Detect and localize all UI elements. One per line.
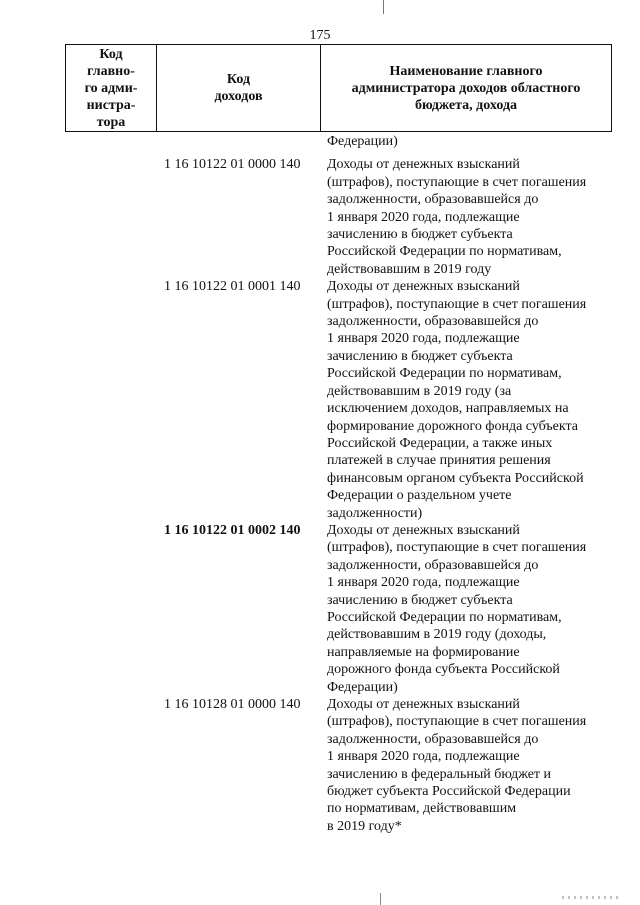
table-row-continuation — [0, 133, 640, 150]
row-description — [327, 522, 617, 696]
header-admin-code-line: Код — [99, 46, 123, 62]
row-income-code: 1 16 10122 01 0000 140 — [164, 157, 301, 173]
header-admin-code — [66, 45, 157, 132]
header-income-code — [157, 45, 321, 132]
description-line: исключением доходов, направляемых на — [327, 401, 569, 417]
description-line: зачислению в федеральный бюджет и — [327, 766, 552, 782]
description-line: 1 января 2020 года, подлежащие — [327, 749, 520, 765]
description-line: 1 января 2020 года, подлежащие — [327, 331, 520, 347]
description-line: Доходы от денежных взысканий — [327, 522, 520, 538]
description-line: Доходы от денежных взысканий — [327, 697, 520, 712]
description-line: направляемые на формирование — [327, 644, 520, 660]
table-row — [0, 278, 640, 522]
header-income-code-line: доходов — [214, 89, 263, 104]
description-line: зачислению в бюджет субъекта — [327, 227, 513, 243]
description-line: действовавшим в 2019 году (доходы, — [327, 627, 547, 643]
description-line: Федерации) — [327, 134, 398, 149]
row-income-code: 1 16 10122 01 0001 140 — [164, 279, 301, 295]
table-row — [0, 156, 640, 278]
description-line: Доходы от денежных взысканий — [327, 157, 520, 173]
header-admin-code-line: главно- — [87, 63, 135, 79]
description-line: Российской Федерации по нормативам, — [327, 366, 562, 382]
description-line: зачислению в бюджет субъекта — [327, 592, 513, 608]
scan-smudge — [562, 896, 622, 899]
description-line: дорожного фонда субъекта Российской — [327, 662, 560, 678]
description-line: зачислению в бюджет субъекта — [327, 348, 513, 364]
description-line: задолженности, образовавшейся до — [327, 731, 539, 747]
header-name-line: бюджета, дохода — [414, 97, 518, 113]
description-line: Федерации) — [327, 679, 398, 695]
page-number: 175 — [309, 28, 331, 43]
description-line: действовавшим в 2019 году (за — [327, 383, 512, 399]
description-line: Российской Федерации по нормативам, — [327, 609, 562, 625]
row-description — [327, 133, 617, 150]
scan-mark-bottom — [380, 893, 381, 905]
scan-mark-top — [383, 0, 384, 14]
description-line: формирование дорожного фонда субъекта — [327, 418, 578, 434]
description-line: (штрафов), поступающие в счет погашения — [327, 296, 587, 312]
description-line: задолженности, образовавшейся до — [327, 557, 539, 573]
description-line: Российской Федерации, а также иных — [327, 435, 553, 451]
row-description — [327, 156, 617, 278]
description-line: платежей в случае принятия решения — [327, 453, 551, 469]
header-name-line: администратора доходов областного — [351, 80, 581, 96]
description-line: задолженности, образовавшейся до — [327, 192, 539, 208]
header-admin-code-line: нистра- — [86, 97, 136, 113]
description-line: Доходы от денежных взысканий — [327, 279, 520, 295]
description-line: 1 января 2020 года, подлежащие — [327, 209, 520, 225]
description-line: задолженности) — [327, 505, 423, 521]
table-header — [65, 44, 612, 132]
table-body — [0, 133, 640, 835]
table-row — [0, 522, 640, 696]
description-line: Российской Федерации по нормативам, — [327, 244, 562, 260]
description-line: в 2019 году* — [327, 818, 402, 834]
description-line: (штрафов), поступающие в счет погашения — [327, 174, 587, 190]
description-line: (штрафов), поступающие в счет погашения — [327, 714, 587, 730]
header-name — [321, 45, 612, 132]
description-line: задолженности, образовавшейся до — [327, 314, 539, 330]
description-line: действовавшим в 2019 году — [327, 261, 492, 277]
table-row — [0, 696, 640, 835]
row-description — [327, 278, 617, 522]
description-line: 1 января 2020 года, подлежащие — [327, 575, 520, 591]
description-line: по нормативам, действовавшим — [327, 801, 517, 817]
description-line: финансовым органом субъекта Российской — [327, 470, 584, 486]
description-line: Федерации о раздельном учете — [327, 488, 512, 504]
row-description — [327, 696, 617, 835]
header-admin-code-line: тора — [96, 114, 126, 130]
row-income-code: 1 16 10122 01 0002 140 — [164, 522, 301, 538]
header-name-line: Наименование главного — [389, 63, 543, 79]
row-income-code: 1 16 10128 01 0000 140 — [164, 697, 301, 712]
header-income-code-line: Код — [226, 72, 251, 87]
description-line: бюджет субъекта Российской Федерации — [327, 784, 571, 800]
header-admin-code-line: го адми- — [84, 80, 138, 96]
description-line: (штрафов), поступающие в счет погашения — [327, 540, 587, 556]
